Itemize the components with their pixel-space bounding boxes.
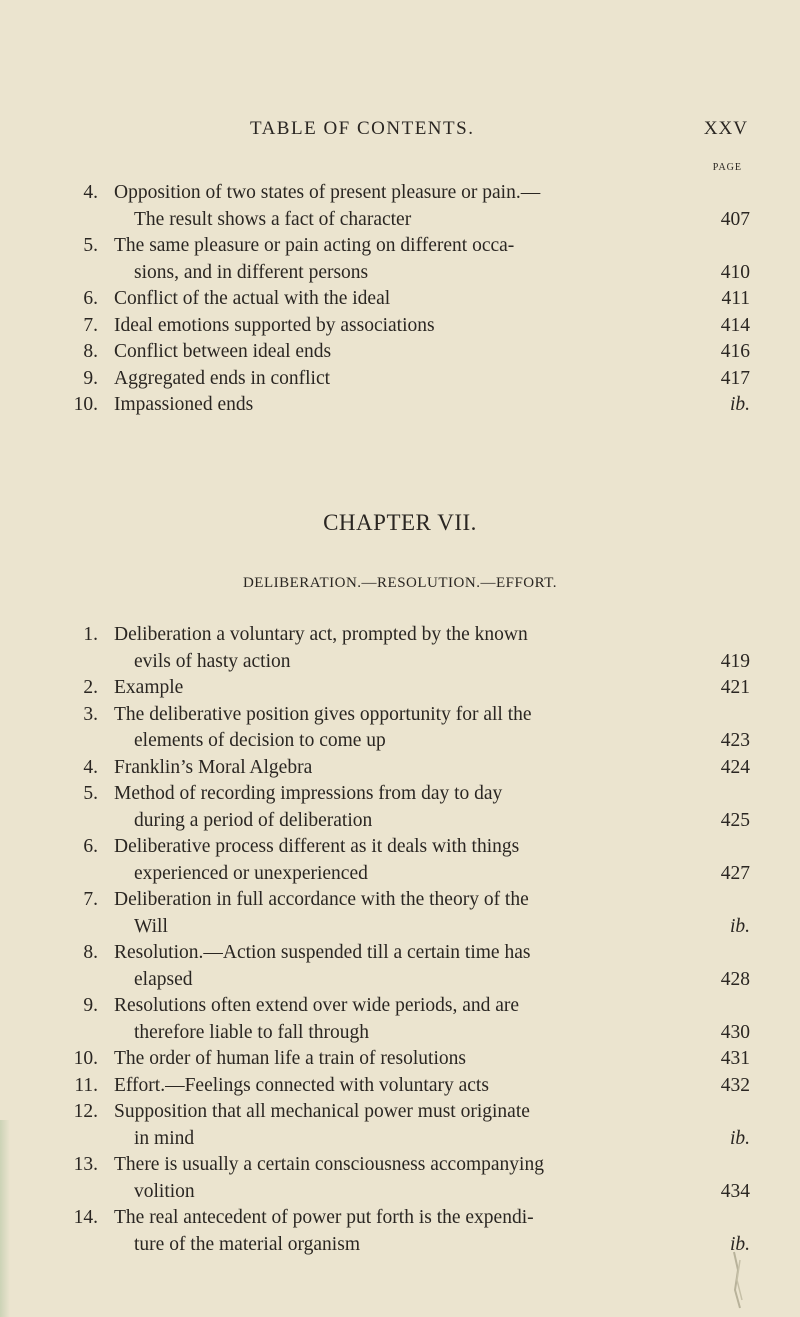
toc-entry <box>70 313 750 340</box>
toc-entry-page: 430 <box>720 1021 750 1043</box>
toc-entry-page: 407 <box>720 208 750 230</box>
toc-entry-number: 10. <box>73 394 98 415</box>
toc-entry-text: evils of hasty action <box>134 650 291 672</box>
toc-entry <box>70 1046 750 1073</box>
toc-entry <box>70 1099 750 1152</box>
toc-entry-number: 7. <box>83 889 98 910</box>
toc-entry-text: Opposition of two states of present pleasure or pain.— <box>114 182 541 203</box>
toc-entry-text: Example <box>114 677 184 698</box>
toc-entry-number: 7. <box>83 314 98 336</box>
chapter-subtitle: DELIBERATION.—RESOLUTION.—EFFORT. <box>242 575 558 591</box>
running-head <box>0 118 800 142</box>
toc-entry <box>70 1205 750 1258</box>
toc-entry-page: ib. <box>729 394 750 415</box>
toc-entry-number: 9. <box>83 367 98 389</box>
running-head-page-number: XXV <box>703 118 748 139</box>
toc-entry-page: 424 <box>720 756 750 778</box>
toc-entry-number: 6. <box>83 836 98 857</box>
toc-entry-number: 5. <box>83 235 98 256</box>
toc-entry-text: Will <box>134 915 168 937</box>
toc-entry-text: Conflict between ideal ends <box>114 341 332 362</box>
toc-entry-text: Effort.—Feelings connected with voluntary acts <box>114 1074 489 1096</box>
toc-entry-text: sions, and in different persons <box>134 261 369 283</box>
toc-entry-text: Impassioned ends <box>114 394 254 415</box>
toc-entry <box>70 940 750 993</box>
toc-entry-number: 6. <box>83 288 98 309</box>
toc-entry-text: The result shows a fact of character <box>134 208 412 230</box>
toc-entry-page: 425 <box>720 809 750 831</box>
toc-entry-number: 1. <box>83 624 98 645</box>
toc-entry <box>70 392 750 419</box>
toc-entry-page: 410 <box>720 261 750 283</box>
toc-entry-page: ib. <box>729 915 750 937</box>
toc-entry-number: 10. <box>73 1048 98 1069</box>
toc-entry-text: Conflict of the actual with the ideal <box>114 288 391 309</box>
toc-entry <box>70 781 750 834</box>
toc-entry-page: 419 <box>720 650 750 672</box>
toc-entry-text: during a period of deliberation <box>134 809 373 831</box>
toc-entry-number: 3. <box>83 703 98 725</box>
toc-entry-number: 14. <box>73 1207 98 1228</box>
toc-entry <box>70 622 750 675</box>
toc-entry-page: 414 <box>720 314 750 336</box>
page-edge-discoloration <box>0 1120 10 1317</box>
toc-entry-page: 417 <box>720 367 750 389</box>
toc-entry-page: 411 <box>721 288 750 309</box>
toc-entry-text: Franklin’s Moral Algebra <box>114 756 313 778</box>
ink-smudge-icon <box>728 1250 748 1310</box>
toc-entry-page: ib. <box>729 1127 750 1149</box>
toc-entry-number: 5. <box>83 783 98 804</box>
toc-section-a <box>70 180 750 419</box>
toc-entry-text: Resolutions often extend over wide periods, and are <box>114 995 520 1016</box>
toc-entry <box>70 675 750 702</box>
toc-entry <box>70 993 750 1046</box>
toc-entry-number: 12. <box>73 1101 98 1122</box>
toc-entry-number: 4. <box>83 182 98 203</box>
toc-entry-text: Deliberation a voluntary act, prompted by the known <box>114 624 528 645</box>
toc-entry <box>70 1152 750 1205</box>
toc-entry-text: There is usually a certain consciousness accompanying <box>114 1154 544 1175</box>
toc-entry-text: Deliberative process different as it deals with things <box>114 836 520 857</box>
toc-entry <box>70 755 750 782</box>
toc-entry <box>70 1073 750 1100</box>
toc-entry-page: 431 <box>720 1048 750 1069</box>
running-head-title: TABLE OF CONTENTS. <box>250 118 475 139</box>
toc-entry-text: Ideal emotions supported by associations <box>114 314 435 336</box>
toc-entry-text: experienced or unexperienced <box>134 862 368 884</box>
toc-entry-text: Resolution.—Action suspended till a certain time has <box>114 942 531 963</box>
toc-entry-text: The same pleasure or pain acting on different occa- <box>114 235 515 256</box>
toc-entry-text: Method of recording impressions from day to day <box>114 783 503 804</box>
toc-entry-text: elements of decision to come up <box>134 730 386 751</box>
toc-entry-text: Aggregated ends in conflict <box>114 367 331 389</box>
toc-entry-page: 416 <box>720 341 750 362</box>
toc-entry-text: The deliberative position gives opportunity for all the <box>114 703 532 725</box>
page-column-label: PAGE <box>712 162 742 173</box>
toc-entry-number: 4. <box>83 756 98 778</box>
toc-entry-number: 8. <box>83 942 98 963</box>
toc-entry <box>70 286 750 313</box>
toc-entry <box>70 887 750 940</box>
toc-entry-page: 428 <box>720 968 750 990</box>
toc-entry-text: Deliberation in full accordance with the theory of the <box>114 889 529 910</box>
toc-entry-page: ib. <box>729 1233 750 1255</box>
toc-entry-text: The real antecedent of power put forth is the expendi- <box>114 1207 534 1228</box>
toc-entry-text: therefore liable to fall through <box>134 1021 369 1043</box>
toc-entry-text: in mind <box>134 1127 195 1149</box>
chapter-title: CHAPTER VII. <box>323 510 477 535</box>
toc-entry-number: 11. <box>74 1074 98 1096</box>
toc-entry <box>70 233 750 286</box>
toc-entry-number: 13. <box>73 1154 98 1175</box>
toc-entry-number: 9. <box>83 995 98 1016</box>
toc-entry-text: ture of the material organism <box>134 1233 360 1255</box>
toc-entry-text: The order of human life a train of resolutions <box>114 1048 466 1069</box>
toc-section-b <box>70 622 750 1258</box>
toc-entry-page: 432 <box>720 1074 750 1096</box>
toc-entry-number: 2. <box>83 677 98 698</box>
toc-entry-text: Supposition that all mechanical power must originate <box>114 1101 530 1122</box>
toc-entry-page: 423 <box>720 730 750 751</box>
toc-entry <box>70 339 750 366</box>
toc-entry <box>70 702 750 755</box>
toc-entry-page: 427 <box>720 862 750 884</box>
toc-entry <box>70 366 750 393</box>
toc-entry-text: elapsed <box>134 968 193 990</box>
toc-entry-text: volition <box>134 1180 195 1202</box>
toc-entry <box>70 180 750 233</box>
toc-entry-page: 434 <box>720 1180 750 1202</box>
toc-entry-number: 8. <box>83 341 98 362</box>
toc-entry-page: 421 <box>720 677 750 698</box>
toc-entry <box>70 834 750 887</box>
